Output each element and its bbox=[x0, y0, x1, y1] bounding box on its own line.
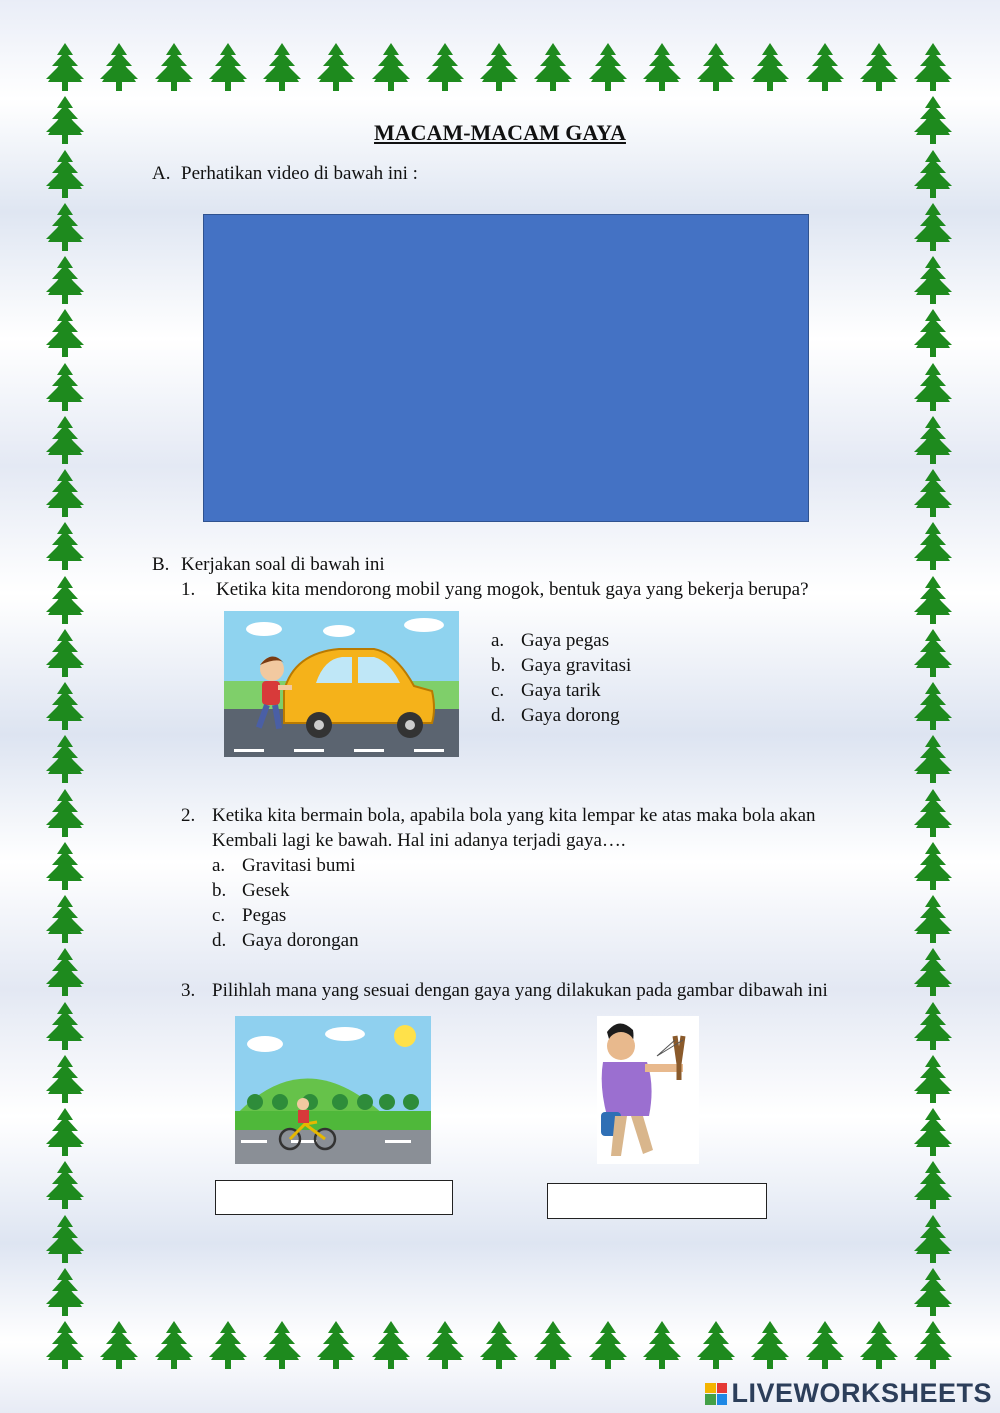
liveworksheets-mark-icon bbox=[705, 1383, 727, 1405]
pine-tree-icon bbox=[800, 1320, 850, 1372]
pine-tree-icon bbox=[908, 149, 958, 201]
pine-tree-icon bbox=[40, 202, 90, 254]
q1-option-d-letter: d. bbox=[491, 705, 506, 726]
pine-tree-icon bbox=[40, 415, 90, 467]
pine-tree-icon bbox=[40, 255, 90, 307]
pine-tree-icon bbox=[854, 42, 904, 94]
pine-tree-icon bbox=[474, 42, 524, 94]
pine-tree-icon bbox=[745, 42, 795, 94]
pine-tree-icon bbox=[908, 42, 958, 94]
pine-tree-icon bbox=[908, 734, 958, 786]
pine-tree-icon bbox=[40, 149, 90, 201]
pine-tree-icon bbox=[908, 521, 958, 573]
page-title: MACAM-MACAM GAYA bbox=[374, 120, 626, 145]
pine-tree-icon bbox=[908, 681, 958, 733]
q2-option-b-letter: b. bbox=[212, 880, 227, 901]
pine-tree-icon bbox=[908, 1001, 958, 1053]
pine-tree-icon bbox=[745, 1320, 795, 1372]
pine-tree-icon bbox=[40, 947, 90, 999]
question-3-number: 3. bbox=[181, 980, 196, 1001]
question-1-text: Ketika kita mendorong mobil yang mogok, bentuk gaya yang bekerja berupa? bbox=[216, 579, 809, 600]
pine-tree-icon bbox=[366, 1320, 416, 1372]
pine-tree-icon bbox=[908, 1320, 958, 1372]
q1-option-a-text: Gaya pegas bbox=[521, 630, 610, 651]
q1-option-c-text: Gaya tarik bbox=[521, 680, 601, 701]
pine-tree-icon bbox=[257, 1320, 307, 1372]
pine-tree-icon bbox=[908, 255, 958, 307]
video-placeholder[interactable] bbox=[203, 214, 809, 522]
pine-tree-icon bbox=[40, 575, 90, 627]
cycling-illustration bbox=[235, 1016, 431, 1164]
question-2-text-line-2: Kembali lagi ke bawah. Hal ini adanya terjadi gaya…. bbox=[212, 830, 626, 851]
section-a-marker: A. bbox=[152, 163, 171, 184]
pine-tree-icon bbox=[908, 468, 958, 520]
pine-tree-icon bbox=[908, 628, 958, 680]
section-b-instruction: Kerjakan soal di bawah ini bbox=[181, 554, 385, 575]
pine-tree-icon bbox=[908, 1214, 958, 1266]
pine-tree-icon bbox=[40, 681, 90, 733]
pine-tree-icon bbox=[40, 1107, 90, 1159]
pine-tree-icon bbox=[908, 947, 958, 999]
pine-tree-icon bbox=[908, 894, 958, 946]
q2-option-a-text: Gravitasi bumi bbox=[242, 855, 356, 876]
q1-option-c-letter: c. bbox=[491, 680, 505, 701]
pine-tree-icon bbox=[583, 1320, 633, 1372]
question-2-number: 2. bbox=[181, 805, 196, 826]
pine-tree-icon bbox=[908, 415, 958, 467]
pine-tree-icon bbox=[908, 202, 958, 254]
pine-tree-icon bbox=[40, 1054, 90, 1106]
q1-option-b-letter: b. bbox=[491, 655, 506, 676]
pine-tree-icon bbox=[94, 1320, 144, 1372]
q2-option-c-letter: c. bbox=[212, 905, 226, 926]
q2-option-d-text: Gaya dorongan bbox=[242, 930, 359, 951]
pine-tree-icon bbox=[800, 42, 850, 94]
pine-tree-icon bbox=[908, 1107, 958, 1159]
pine-tree-icon bbox=[583, 42, 633, 94]
pine-tree-icon bbox=[908, 362, 958, 414]
pine-tree-icon bbox=[311, 1320, 361, 1372]
pine-tree-icon bbox=[94, 42, 144, 94]
question-2-text-line-1: Ketika kita bermain bola, apabila bola yang kita lempar ke atas maka bola akan bbox=[212, 805, 816, 826]
pine-tree-icon bbox=[854, 1320, 904, 1372]
pine-tree-icon bbox=[691, 1320, 741, 1372]
pine-tree-icon bbox=[908, 575, 958, 627]
pine-tree-icon bbox=[528, 1320, 578, 1372]
question-1-number: 1. bbox=[181, 579, 196, 600]
section-b-marker: B. bbox=[152, 554, 170, 575]
pine-tree-icon bbox=[40, 1214, 90, 1266]
pine-tree-icon bbox=[203, 42, 253, 94]
pine-tree-icon bbox=[40, 42, 90, 94]
pine-tree-icon bbox=[908, 308, 958, 360]
pine-tree-icon bbox=[40, 1160, 90, 1212]
q2-option-c-text: Pegas bbox=[242, 905, 287, 926]
section-a-instruction: Perhatikan video di bawah ini : bbox=[181, 163, 418, 184]
pine-tree-icon bbox=[40, 468, 90, 520]
q1-option-b-text: Gaya gravitasi bbox=[521, 655, 632, 676]
question-3-text: Pilihlah mana yang sesuai dengan gaya yang dilakukan pada gambar dibawah ini bbox=[212, 980, 828, 1001]
pine-tree-icon bbox=[40, 1001, 90, 1053]
pine-tree-icon bbox=[908, 788, 958, 840]
pine-tree-icon bbox=[420, 1320, 470, 1372]
q2-option-d-letter: d. bbox=[212, 930, 227, 951]
pine-tree-icon bbox=[40, 1267, 90, 1319]
pine-tree-icon bbox=[149, 1320, 199, 1372]
pine-tree-icon bbox=[311, 42, 361, 94]
slingshot-boy-illustration bbox=[597, 1016, 699, 1164]
pine-tree-icon bbox=[366, 42, 416, 94]
pine-tree-icon bbox=[40, 308, 90, 360]
pine-tree-icon bbox=[420, 42, 470, 94]
pine-tree-icon bbox=[908, 1267, 958, 1319]
liveworksheets-logo[interactable] bbox=[705, 1378, 992, 1409]
pine-tree-icon bbox=[40, 788, 90, 840]
pine-tree-icon bbox=[908, 841, 958, 893]
pine-tree-icon bbox=[908, 1160, 958, 1212]
pine-tree-icon bbox=[637, 1320, 687, 1372]
pine-tree-icon bbox=[691, 42, 741, 94]
pine-tree-icon bbox=[474, 1320, 524, 1372]
q2-option-a-letter: a. bbox=[212, 855, 226, 876]
pine-tree-icon bbox=[637, 42, 687, 94]
pine-tree-icon bbox=[528, 42, 578, 94]
pine-tree-icon bbox=[908, 1054, 958, 1106]
answer-box-cycling[interactable] bbox=[215, 1180, 453, 1215]
pine-tree-icon bbox=[40, 362, 90, 414]
car-push-illustration bbox=[224, 611, 459, 757]
answer-box-slingshot[interactable] bbox=[547, 1183, 767, 1219]
pine-tree-icon bbox=[40, 734, 90, 786]
pine-tree-icon bbox=[257, 42, 307, 94]
q2-option-b-text: Gesek bbox=[242, 880, 290, 901]
pine-tree-icon bbox=[40, 628, 90, 680]
pine-tree-icon bbox=[40, 894, 90, 946]
pine-tree-icon bbox=[149, 42, 199, 94]
liveworksheets-wordmark: LIVEWORKSHEETS bbox=[731, 1378, 992, 1408]
q1-option-a-letter: a. bbox=[491, 630, 505, 651]
pine-tree-icon bbox=[40, 841, 90, 893]
pine-tree-icon bbox=[203, 1320, 253, 1372]
pine-tree-icon bbox=[40, 1320, 90, 1372]
pine-tree-icon bbox=[40, 521, 90, 573]
q1-option-d-text: Gaya dorong bbox=[521, 705, 620, 726]
